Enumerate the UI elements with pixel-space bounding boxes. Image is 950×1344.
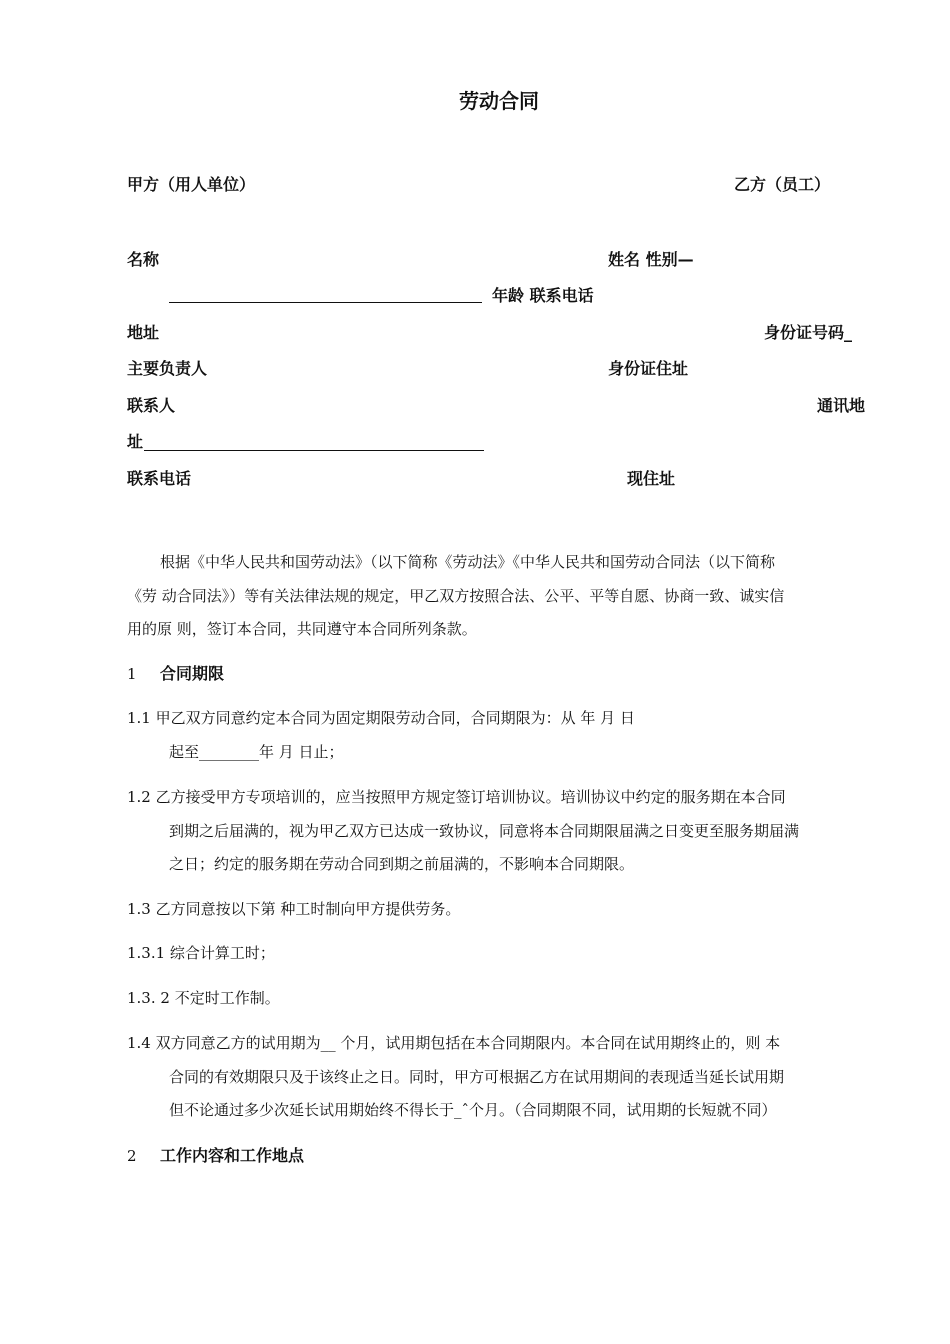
section-2-heading: 工作内容和工作地点 [160,1146,305,1165]
name-blank-line [169,302,482,303]
contact-phone-label: 联系电话 [127,469,192,488]
mail-address-label-cont: 址 [127,432,144,451]
clause-1-3: 1.3 乙方同意按以下第 种工时制向甲方提供劳务。 [127,900,461,918]
company-name-label: 名称 [127,250,160,269]
clause-1-1-line-1: 1.1 甲乙双方同意约定本合同为固定期限劳动合同，合同期限为：从 年 月 日 [127,709,635,727]
mail-address-blank-line [144,450,484,451]
id-number-label: 身份证号码_ [764,323,853,342]
party-b-label: 乙方（员工） [734,175,831,194]
clause-1-4-line-1: 1.4 双方同意乙方的试用期为__ 个月，试用期包括在本合同期限内。本合同在试用期终止的，则 本 [127,1034,781,1052]
party-a-label: 甲方（用人单位） [127,175,256,194]
clause-1-2-line-2: 到期之后届满的，视为甲乙双方已达成一致协议，同意将本合同期限届满之日变更至服务期届满 [169,822,800,840]
id-address-label: 身份证住址 [608,359,689,378]
preamble-line-1: 根据《中华人民共和国劳动法》（以下简称《劳动法》《中华人民共和国劳动合同法（以下简称 [160,553,776,571]
section-1-number: 1 [127,665,137,683]
preamble-line-3: 用的原 则，签订本合同，共同遵守本合同所列条款。 [127,620,477,638]
document-title: 劳动合同 [459,89,539,113]
age-phone-label: 年龄 联系电话 [492,286,594,305]
section-1-heading: 合同期限 [160,664,225,683]
clause-1-4-line-2: 合同的有效期限只及于该终止之日。同时，甲方可根据乙方在试用期间的表现适当延长试用期 [169,1068,785,1086]
clause-1-2-line-3: 之日；约定的服务期在劳动合同到期之前届满的，不影响本合同期限。 [169,855,635,873]
clause-1-2-line-1: 1.2 乙方接受甲方专项培训的，应当按照甲方规定签订培训协议。培训协议中约定的服务期在本合同 [127,788,786,806]
section-2-number: 2 [127,1147,137,1165]
principal-label: 主要负责人 [127,359,208,378]
clause-1-3-2: 1.3. 2 不定时工作制。 [127,989,280,1007]
current-address-label: 现住址 [627,469,676,488]
clause-1-4-line-3: 但不论通过多少次延长试用期始终不得长于_ˆ个月。（合同期限不同，试用期的长短就不同） [169,1101,777,1119]
preamble-line-2: 《劳 动合同法》）等有关法律法规的规定，甲乙双方按照合法、公平、平等自愿、协商一致、诚实信 [127,587,785,605]
employee-name-gender-label: 姓名 性别— [608,250,694,269]
mail-address-label: 通讯地 [817,396,866,415]
contact-person-label: 联系人 [127,396,176,415]
clause-1-1-line-2: 起至________年 月 日止； [169,743,344,761]
address-label: 地址 [127,323,160,342]
clause-1-3-1: 1.3.1 综合计算工时； [127,944,275,962]
